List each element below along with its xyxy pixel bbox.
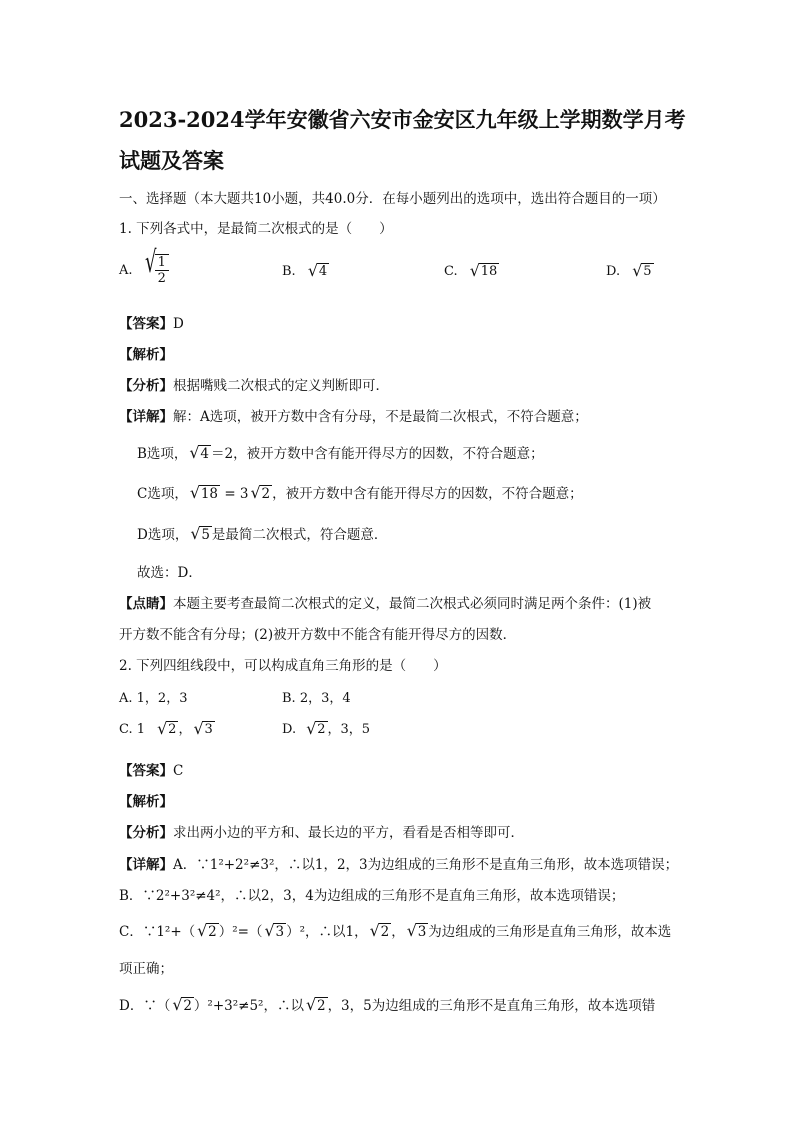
q2-line-c-mid3: ， — [391, 924, 405, 940]
q2-line-a: A．∵1²+2²≠3²，∴以1，2，3为边组成的三角形不是直角三角形，故本选项错误； — [173, 857, 679, 873]
q2-line-c-suffix: 为边组成的三角形是直角三角形，故本选 — [428, 924, 672, 940]
q1-solution-b-prefix: B选项， — [137, 446, 188, 462]
q2-line-c-r1: 2 — [208, 924, 217, 940]
q1-option-d-label: D. — [606, 264, 621, 279]
q1-option-c: C. √ 18 — [444, 261, 498, 280]
q2-option-a: A. 1，2，3 — [119, 691, 188, 706]
q2-answer-value: C — [173, 763, 184, 779]
q1-answer-tag: 【答案】 — [119, 316, 173, 332]
q1-solution-d-radicand: 5 — [201, 527, 210, 543]
q1-xiangjie — [119, 405, 588, 425]
q2-line-d-suffix: ，3，5为边组成的三角形不是直角三角形，故本选项错 — [327, 998, 656, 1014]
q1-option-a-label: A. — [119, 263, 133, 278]
q1-analysis-label: 【解析】 — [119, 347, 173, 363]
q1-solution-c: C选项， √ 18 = 3 √ 2 ，被开方数中含有能开得尽方的因数，不符合题意； — [137, 483, 583, 502]
q2-line-c: C．∵1²+（ √ 2 ）²=（ √ 3 ）²，∴以1， √ 2 ， √ 3 为边组成的三角形是直角三角形，故本选 — [119, 921, 672, 940]
q2-analysis-label: 【解析】 — [119, 794, 173, 810]
q2-line-c-r4: 3 — [417, 924, 427, 940]
q2-option-d-radicand: 2 — [317, 722, 326, 737]
q2-line-d-mid: ）²+3²≠5²，∴以 — [193, 998, 304, 1014]
q1-fenxi-tag: 【分析】 — [119, 378, 173, 394]
q2-xiangjie-tag: 【详解】 — [119, 857, 173, 873]
q2-option-c-radicand2: 3 — [204, 722, 213, 737]
q1-analysis-tag — [119, 343, 173, 363]
q2-option-b: B. 2，3，4 — [282, 691, 351, 706]
q2-line-d: D．∵（ √ 2 ）²+3²≠5²，∴以 √ 2 ，3，5为边组成的三角形不是直角三角形，故本选项错 — [119, 995, 656, 1014]
q1-solution-b-suffix: ＝2，被开方数中含有能开得尽方的因数，不符合题意； — [211, 446, 544, 462]
q1-xiangjie-text: 解：A选项，被开方数中含有分母，不是最简二次根式，不符合题意； — [173, 409, 588, 425]
q2-fenxi-text: 求出两小边的平方和、最长边的平方，看看是否相等即可． — [173, 825, 524, 841]
q1-fenxi-text: 根据嘴贱二次根式的定义判断即可． — [173, 378, 389, 394]
q2-option-c: C. 1 √ 2 ， √ 3 — [119, 719, 213, 738]
q2-line-c-mid2: ）²，∴以1， — [286, 924, 368, 940]
q1-solution-d: D选项， √ 5 是最简二次根式，符合题意． — [137, 524, 388, 543]
q2-fenxi — [119, 821, 524, 841]
q1-solution-c-radicand: 18 — [200, 486, 219, 502]
q1-dianjing-line2: 开方数不能含有分母；(2)被开方数中不能含有能开得尽方的因数． — [119, 627, 517, 643]
q1-dianjing-text1: 本题主要考查最简二次根式的定义，最简二次根式必须同时满足两个条件：(1)被 — [173, 596, 652, 612]
q1-answer — [119, 312, 184, 332]
q1-dianjing-line1 — [119, 592, 651, 612]
q1-option-b: B. √ 4 — [282, 261, 328, 280]
document-title-line2: 试题及答案 — [119, 148, 224, 173]
q1-option-c-value: 18 — [480, 264, 498, 279]
q2-line-d-prefix: D．∵（ — [119, 998, 171, 1014]
q2-line-c-mid: ）²=（ — [218, 924, 263, 940]
q1-solution-b: B选项， √ 4 ＝2，被开方数中含有能开得尽方的因数，不符合题意； — [137, 443, 544, 462]
document-title-line1: 2023-2024学年安徽省六安市金安区九年级上学期数学月考 — [119, 107, 686, 132]
q1-solution-d-suffix: 是最简二次根式，符合题意． — [211, 527, 388, 543]
q1-stem: 1. 下列各式中，是最简二次根式的是（ ） — [119, 221, 393, 237]
q1-dianjing-tag: 【点睛】 — [119, 596, 173, 612]
q1-solution-c-suffix: ，被开方数中含有能开得尽方的因数，不符合题意； — [272, 486, 583, 502]
q1-option-d-value: 5 — [643, 264, 652, 279]
q2-analysis-tag — [119, 790, 173, 810]
q1-option-d: D. √ 5 — [606, 261, 652, 280]
section-heading: 一、选择题（本大题共10小题，共40.0分．在每小题列出的选项中，选出符合题目的一项） — [119, 191, 666, 207]
q1-option-a-radical: √ $\frac{1}{2}$ — [145, 252, 169, 286]
q1-fenxi — [119, 374, 389, 394]
q2-line-c-prefix: C．∵1²+（ — [119, 924, 196, 940]
q2-option-c-radicand1: 2 — [168, 722, 177, 737]
q1-answer-value: D — [173, 316, 184, 332]
q2-option-d-label: D. — [282, 722, 297, 737]
q2-line-b: B．∵2²+3²≠4²，∴以2，3，4为边组成的三角形不是直角三角形，故本选项错误； — [119, 888, 625, 904]
q1-solution-b-radicand: 4 — [200, 446, 210, 462]
q1-option-a — [119, 245, 169, 286]
q1-solution-c-prefix: C选项， — [137, 486, 188, 502]
q2-line-d-r1: 2 — [183, 998, 192, 1014]
q1-option-a-denominator: 2 — [157, 271, 166, 286]
q2-line-d-r2: 2 — [316, 998, 326, 1014]
q1-option-c-label: C. — [444, 264, 458, 279]
q2-line-c-r2: 3 — [275, 924, 285, 940]
q1-conclusion: 故选：D． — [137, 565, 202, 581]
q2-option-d-suffix: ，3，5 — [327, 722, 371, 737]
q1-option-a-numerator: 1 — [155, 255, 169, 271]
q2-fenxi-tag: 【分析】 — [119, 825, 173, 841]
q1-option-b-value: 4 — [318, 264, 328, 279]
q1-solution-c-radicand2: 2 — [261, 486, 271, 502]
q2-option-c-prefix: C. 1 — [119, 722, 146, 737]
q1-solution-d-prefix: D选项， — [137, 527, 189, 543]
q2-line-c2: 项正确； — [119, 961, 173, 977]
q2-line-c-r3: 2 — [380, 924, 390, 940]
q1-option-b-label: B. — [282, 264, 296, 279]
q1-solution-c-middle: = 3 — [220, 486, 249, 502]
q1-xiangjie-tag: 【详解】 — [119, 409, 173, 425]
q2-stem: 2. 下列四组线段中，可以构成直角三角形的是（ ） — [119, 658, 447, 674]
q2-answer — [119, 759, 183, 779]
q2-option-d: D. √ 2 ，3，5 — [282, 719, 371, 738]
q2-xiangjie-a — [119, 853, 678, 873]
q2-answer-tag: 【答案】 — [119, 763, 173, 779]
